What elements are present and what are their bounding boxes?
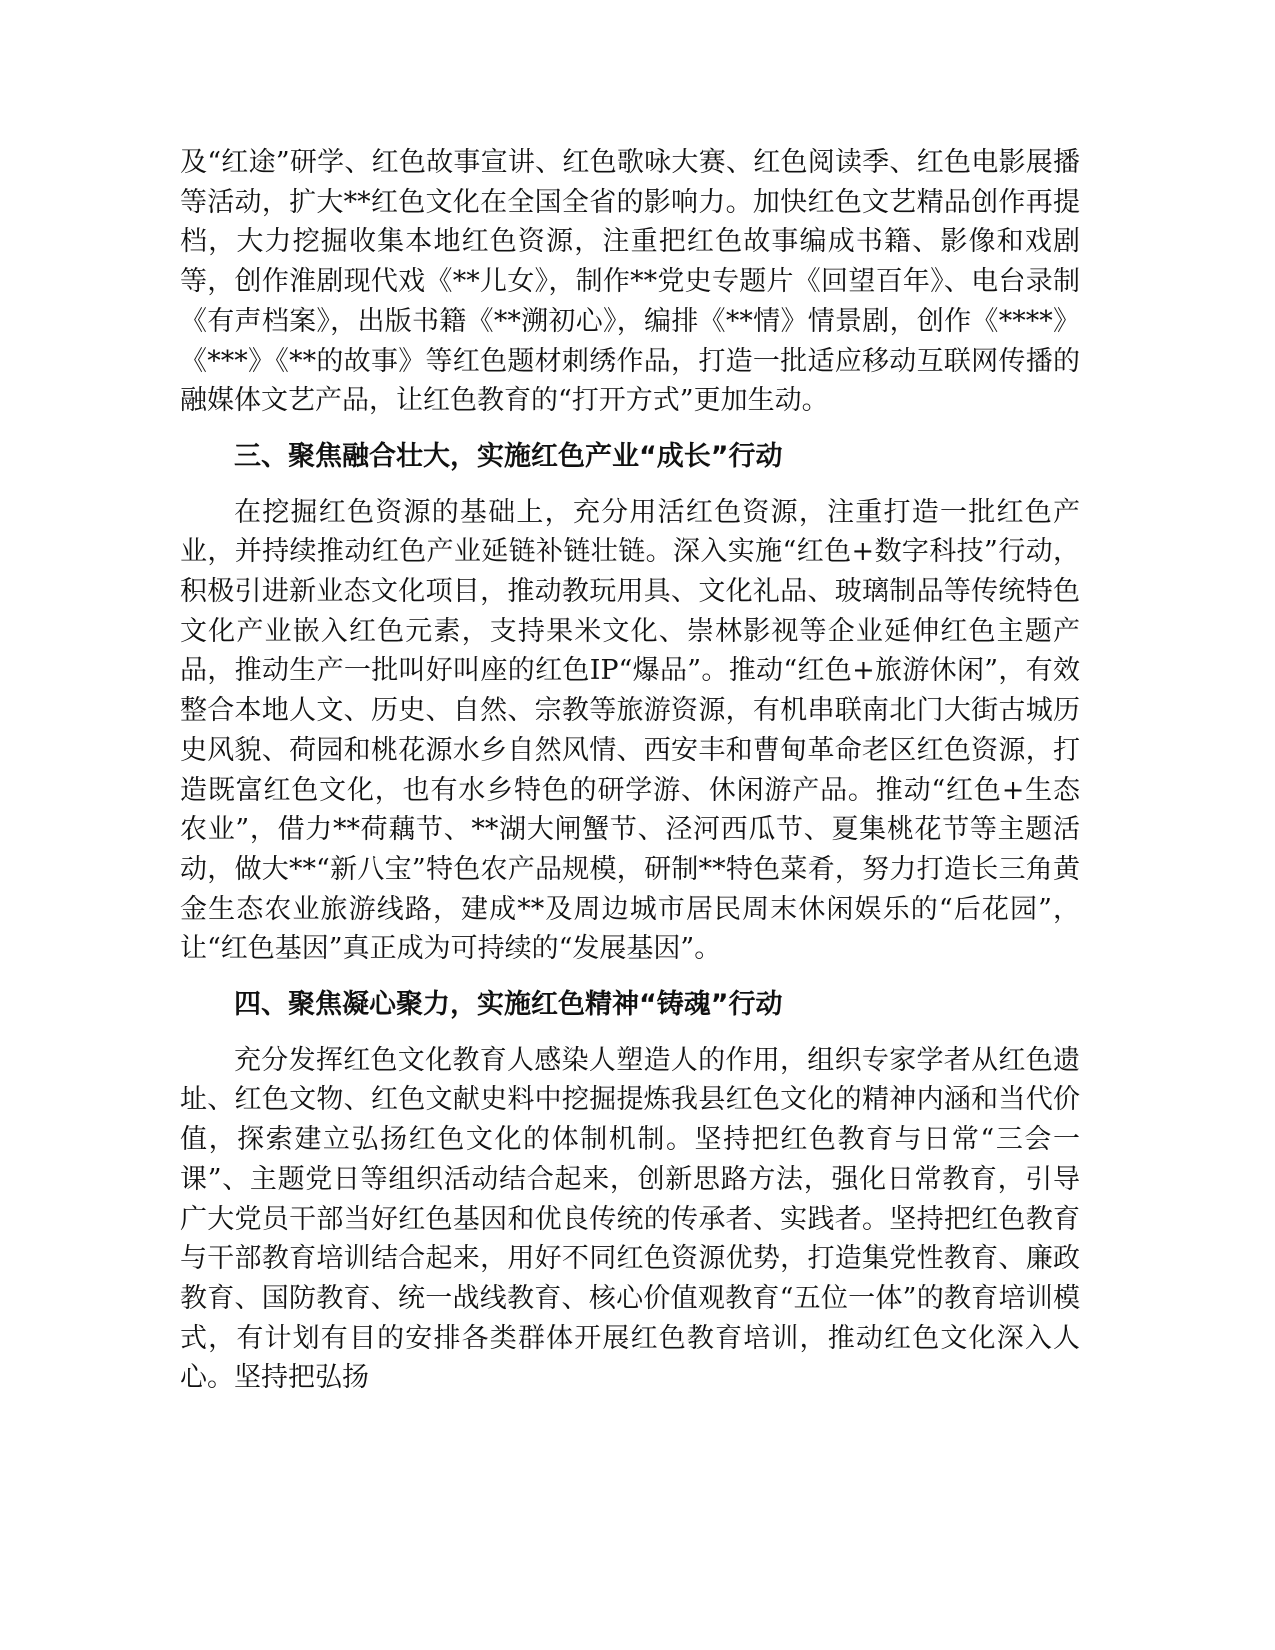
section-heading-4: 四、聚焦凝心聚力，实施红色精神“铸魂”行动 (234, 989, 783, 1021)
continued-paragraph: 及“红途”研学、红色故事宣讲、红色歌咏大赛、红色阅读季、红色电影展播等活动，扩大**红色文化在全国全省的影响力。加快红色文艺精品创作再提档，大力挖掘收集本地红色资源，注重把红色故事编成书籍、影像和戏剧等，创作淮剧现代戏《**儿女》，制作**党史专题片《回望百年》、电台录制《有声档案》，出版书籍《**溯初心》，编排《**情》情景剧，创作《****》《***》《**的故事》等红色题材刺绣作品，打造一批适应移动互联网传播的融媒体文艺产品，让红色教育的“打开方式”更加生动。 (180, 147, 1080, 417)
section-3-paragraph: 在挖掘红色资源的基础上，充分用活红色资源，注重打造一批红色产业，并持续推动红色产业延链补链壮链。深入实施“红色+数字科技”行动，积极引进新业态文化项目，推动教玩用具、文化礼品、玻璃制品等传统特色文化产业嵌入红色元素，支持果米文化、崇林影视等企业延伸红色主题产品，推动生产一批叫好叫座的红色IP“爆品”。推动“红色+旅游休闲”，有效整合本地人文、历史、自然、宗教等旅游资源，有机串联南北门大街古城历史风貌、荷园和桃花源水乡自然风情、西安丰和曹甸革命老区红色资源，打造既富红色文化，也有水乡特色的研学游、休闲游产品。推动“红色+生态农业”，借力**荷藕节、**湖大闸蟹节、泾河西瓜节、夏集桃花节等主题活动，做大**“新八宝”特色农产品规模，研制**特色菜肴，努力打造长三角黄金生态农业旅游线路，建成**及周边城市居民周末休闲娱乐的“后花园”，让“红色基因”真正成为可持续的“发展基因”。 (180, 496, 1080, 965)
document-body (180, 143, 1080, 1398)
section-4-paragraph: 充分发挥红色文化教育人感染人塑造人的作用，组织专家学者从红色遗址、红色文物、红色文献史料中挖掘提炼我县红色文化的精神内涵和当代价值，探索建立弘扬红色文化的体制机制。坚持把红色教育与日常“三会一课”、主题党日等组织活动结合起来，创新思路方法，强化日常教育，引导广大党员干部当好红色基因和优良传统的传承者、实践者。坚持把红色教育与干部教育培训结合起来，用好不同红色资源优势，打造集党性教育、廉政教育、国防教育、统一战线教育、核心价值观教育“五位一体”的教育培训模式，有计划有目的安排各类群体开展红色教育培训，推动红色文化深入人心。坚持把弘扬 (180, 1044, 1080, 1394)
section-heading-3: 三、聚焦融合壮大，实施红色产业“成长”行动 (234, 440, 783, 472)
